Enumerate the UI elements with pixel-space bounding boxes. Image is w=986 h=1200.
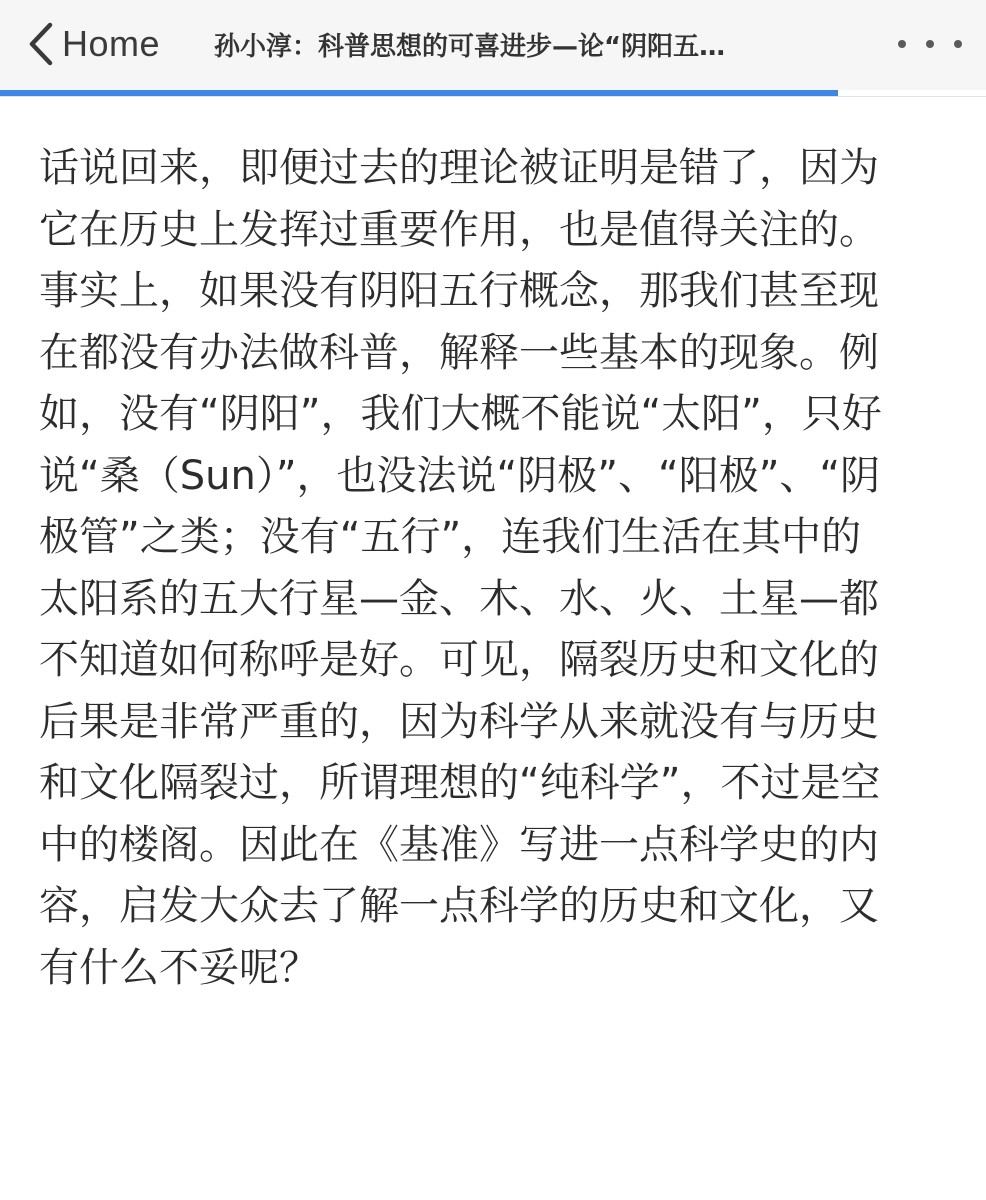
article-line: 太阳系的五大行星—金、木、水、火、土星—都 — [39, 575, 879, 622]
chevron-left-icon — [24, 21, 58, 67]
article-line: 话说回来，即便过去的理论被证明是错了，因为 — [39, 145, 879, 191]
article-line: 事实上，如果没有阴阳五行概念，那我们甚至现 — [39, 268, 879, 314]
article-line: 不知道如何称呼是好。可见，隔裂历史和文化的 — [39, 637, 879, 683]
article-line: 后果是非常严重的，因为科学从来就没有与历史 — [39, 698, 879, 745]
ellipsis-icon — [954, 40, 962, 48]
article-line: 极管”之类；没有“五行”，连我们生活在其中的 — [39, 514, 862, 560]
article-line: 它在历史上发挥过重要作用，也是值得关注的。 — [39, 206, 879, 253]
article-line: 有什么不妥呢？ — [39, 944, 319, 991]
article-line: 如，没有“阴阳”，我们大概不能说“太阳”，只好 — [39, 391, 882, 437]
nav-bar — [0, 0, 986, 90]
reading-progress-bar — [0, 90, 986, 97]
article-line: 在都没有办法做科普，解释一些基本的现象。例 — [39, 329, 879, 376]
more-button[interactable] — [898, 30, 962, 58]
article-line: 说“桑（Sun）”，也没法说“阴极”、“阳极”、“阴 — [39, 452, 881, 499]
article-line: 容，启发大众去了解一点科学的历史和文化，又 — [39, 883, 879, 929]
ellipsis-icon — [898, 40, 906, 48]
back-button[interactable] — [24, 14, 160, 74]
article-line: 和文化隔裂过，所谓理想的“纯科学”，不过是空 — [39, 760, 881, 806]
page-title: 孙小淳：科普思想的可喜进步—论“阴阳五… — [214, 32, 726, 62]
article-body — [39, 138, 949, 999]
ellipsis-icon — [926, 40, 934, 48]
reading-progress-fill — [0, 90, 838, 96]
article-line: 中的楼阁。因此在《基准》写进一点科学史的内 — [39, 821, 879, 868]
back-label: Home — [62, 23, 161, 64]
